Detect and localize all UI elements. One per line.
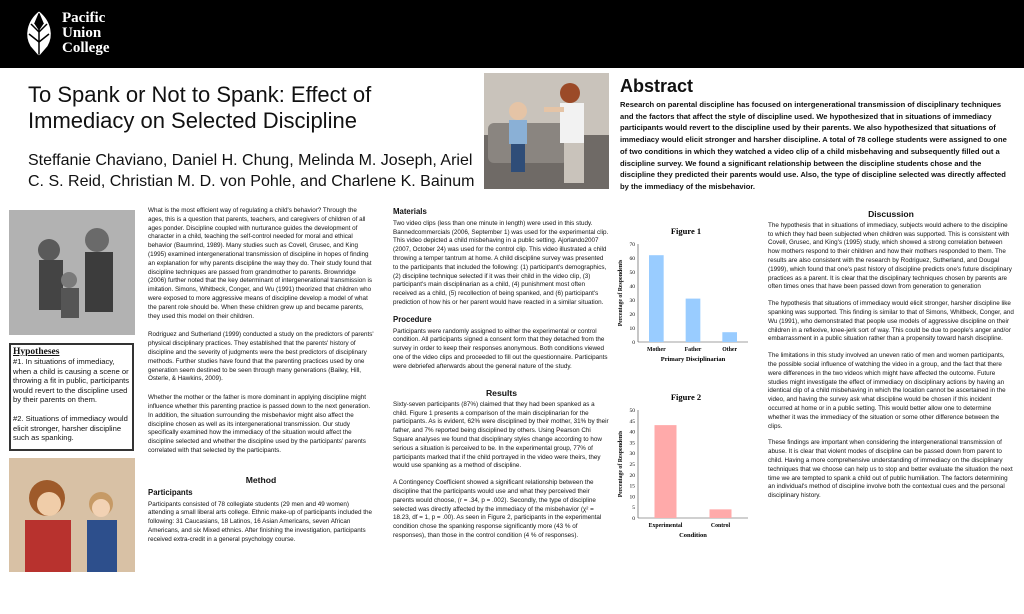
- y-tick-label: 0: [632, 340, 635, 346]
- y-tick-label: 30: [629, 298, 635, 304]
- abstract-heading: Abstract: [620, 76, 694, 96]
- materials-column: [393, 208, 610, 378]
- college-logo: [22, 8, 142, 62]
- introduction-column: [148, 207, 374, 462]
- y-tick-label: 30: [629, 451, 635, 458]
- materials-text: Two video clips (less than one minute in length) were used in this study. Bannedcommercials (2006, September 1) was used for the experimental clip. This video depicted a child misbehaving in a public setting. Ajorlando2007 (2007, October 24) was used for the control clip. This video illustrated a child throwing a temper tantrum at home. A child discipline survey was presented to the participants that included the following: (1) participant's demographics, (2) discipline technique selected if it was their child in the video clip, (3) participant's main disciplinarian as a child, (4) punishment most often received as a child, (5) recollection of being spanked, and (6) participant's prediction of how his or her parent would have reacted in a similar situation.: [393, 219, 609, 306]
- procedure-text: Participants were randomly assigned to either the experimental or control condition. All participants signed a consent form that they detached from the survey in order to keep their responses anonymous. Both conditions viewed one of the video clips and proceeded to fill out the questionnaire. Participants were debriefed afterwards about the general nature of the study.: [393, 327, 608, 370]
- poster-title: To Spank or Not to Spank: Effect of Immediacy on Selected Discipline: [28, 82, 372, 133]
- header-banner: [0, 0, 1024, 68]
- x-axis-label: Primary Disciplinarian: [660, 356, 726, 363]
- hypotheses-heading: Hypotheses: [13, 347, 60, 357]
- mother-scolding-photo: [484, 73, 609, 189]
- y-tick-label: 50: [629, 408, 635, 414]
- y-tick-label: 70: [629, 242, 635, 248]
- participants-heading: Participants: [148, 487, 193, 497]
- bar: [710, 509, 732, 518]
- chart-title: Figure 1: [670, 226, 702, 236]
- results-column: [393, 389, 610, 547]
- intro-paragraph: Whether the mother or the father is more dominant in applying discipline might influence whether this parenting practice is passed down to the next generation. In addition, the situation surrounding the misbehavior might also affect the discipline chosen as well as its intergenerational transmission. Our study specifically examined how the immediacy of the situation would affect the discipline selected and whether the discipline used by the participants' parents correlated with that selected by the participants.: [148, 394, 371, 454]
- abstract-body: Research on parental discipline has focused on intergenerational transmission of disciplinary techniques and the factors that affect the style of discipline used. We hypothesized that in situations of immediacy participants would revert to the discipline used by their parents. We also hypothesized that situations of immediacy would elicit stronger and harsher discipline. A total of 78 college students were assigned to one of two conditions in which they watched a video clip of a child misbehaving and subsequently filled out a discipline survey. We found a significant relationship between the discipline students chose and the discipline they predicted their parents would use. Also, the type of discipline selected was directly affected by the immediacy of the misbehavior.: [620, 100, 1007, 191]
- y-tick-label: 45: [629, 418, 635, 425]
- hypothesis-2: #2. Situations of immediacy would elicit stronger, harsher discipline such as spanking.: [13, 413, 128, 443]
- procedure-heading: Procedure: [393, 314, 432, 324]
- discussion-paragraph: The hypothesis that in situations of immediacy, subjects would adhere to the discipline to which they had been subjected when children was supported. This is consistent with Covell, Grusec, and King's (1995) study, which showed a strong correlation between how mothers respond to their children and how their mothers responded to them. The results are also consistent with the research by Rodriguez, Sutherland, and Dougal (1999), which found that one's past history of discipline predicts one's future disciplinary practices as a parent. It is clear that the disciplinary techniques chosen by parents are often times ones that have been passed down from generation to generation: [768, 221, 1012, 291]
- y-tick-label: 20: [629, 312, 635, 318]
- vintage-family-photo: [9, 210, 135, 335]
- y-tick-label: 10: [629, 326, 635, 332]
- bar: [722, 332, 737, 342]
- discussion-heading: Discussion: [868, 209, 914, 219]
- intro-paragraph: Rodriguez and Sutherland (1999) conducted a study on the predictors of parents' physical disciplinary practices. They established that the parents' history of discipline and the severity of judgments were the best predictors of disciplinary methods. Further studies have found that the parenting practices used by one generation seem destined to be seen through many generations (Bailey, Hill, Osterle, & Hawkins, 2009).: [148, 331, 374, 383]
- bar: [655, 425, 677, 518]
- participants-text: Participants consisted of 78 collegiate students (29 men and 49 women) attending a small liberal arts college. Ethnic make-up of participants included the following: 31 Caucasians, 18 Latinos, 16 Asian Americans, seven African Americans, and six Mixed ethnics. After finishing the investigation, participants received extra-credit in a general psychology course.: [148, 500, 373, 543]
- logo-line: Union: [62, 25, 102, 41]
- logo-line: College: [62, 40, 110, 56]
- y-axis-label: Percentage of Respondents: [618, 259, 624, 327]
- y-tick-label: 40: [629, 284, 635, 290]
- results-heading: Results: [485, 388, 518, 398]
- discussion-column: [768, 210, 1014, 507]
- method-heading: Method: [245, 475, 277, 485]
- y-tick-label: 35: [629, 440, 635, 447]
- y-tick-label: 5: [632, 505, 635, 512]
- method-column: [148, 476, 374, 551]
- logo-line: Pacific: [62, 10, 106, 26]
- figure-1-chart: [614, 212, 760, 370]
- chart-title: Figure 2: [670, 392, 702, 402]
- x-axis-label: Condition: [679, 532, 707, 539]
- discussion-paragraph: The limitations in this study involved an uneven ratio of men and women participants, the possible social influence of watching the video in a group, and the fact that there were differences in the two videos which might have affected the outcome. Future studies might investigate the effect of immediacy on disciplinary actions by having an identical clip of a child misbehaving in which the location cannot be ascertained in the video, and having the survey ask what discipline would be chosen if this incident occurred at home or in a public setting. This would better allow one to determine whether it was the immediacy of the situation or some other difference between the clips.: [768, 352, 1006, 430]
- y-tick-label: 15: [629, 483, 635, 490]
- intro-paragraph: What is the most efficient way of regulating a child's behavior? Through the ages, this is a question that parents, teachers, and caregivers of children of all ages ponder. Discipline coupled with nurturance guides the development of character in a child, teaching the self-control needed for moral and ethical behavior (Baumrind, 1989). Many studies such as Covell, Grusec, and King (1995) examined intergenerational transmission of discipline in hopes of finding an explanation for why parents discipline the way they do. Their study found that discipline techniques are passed from grandmother to parents. Brownridge (2006) further noted that the key determinant of intergenerational transmission is imitation. Simons, Whitbeck, Conger, and Wu (1991) theorized that children who were exposed to more aggressive means of discipline develop a model of what the parent role should be. When these children grew up and became parents, they used this model on their children.: [148, 207, 373, 320]
- y-tick-label: 0: [632, 516, 635, 522]
- mother-child-photo: [9, 458, 135, 572]
- x-tick-label: Father: [684, 347, 702, 353]
- y-tick-label: 20: [629, 472, 635, 479]
- results-paragraph: Sixty-seven participants (87%) claimed that they had been spanked as a child. Figure 1 presents a comparison of the main disciplinarian for the participants. As is evident, 62% were disciplined by their mother, 31% by their father, and 7% reported being disciplined by others. Using Pearson Chi Square analyses we found that disciplinary styles change according to how serious a situation is perceived to be. In the experimental group, 77% of participants marked that if the child portrayed in the video were theirs, they would use spanking as a method of discipline.: [393, 400, 609, 470]
- y-tick-label: 60: [629, 256, 635, 262]
- y-axis-label: Percentage of Respondents: [618, 430, 624, 498]
- bar: [649, 255, 664, 342]
- y-tick-label: 50: [629, 270, 635, 276]
- x-tick-label: Mother: [646, 347, 666, 353]
- discussion-paragraph: These findings are important when considering the intergenerational transmission of abuse. It is clear that violent modes of discipline can be passed down from parent to child. Having a more comprehensive understanding of immediacy on the disciplinary techniques that we choose can help us to stop and better evaluate the situation the next time we are tempted to spank a child out of public humiliation. The factors determining an individual's method of discipline involve both the contextual cues and the personal disciplinary history.: [768, 439, 1013, 500]
- logo-wordmark: [62, 11, 109, 56]
- x-tick-label: Control: [710, 523, 731, 529]
- bar: [686, 299, 701, 342]
- poster-authors: Steffanie Chaviano, Daniel H. Chung, Melinda M. Joseph, Ariel C. S. Reid, Christian M. D. von Pohle, and Charlene K. Bainum: [28, 152, 475, 190]
- y-tick-label: 25: [629, 462, 635, 468]
- results-paragraph: A Contingency Coefficient showed a significant relationship between the discipline that the participants would use and what they perceived their parents would choose, (r = .34, p = .002). Secondly, the type of discipline selected was directly affected by the immediacy of the misbehavior (χ² = 18.23, df = 1, p = .00). As seen in Figure 2, participants in the experimental condition chose the spanking response significantly more (43 % of responses), than those in the control condition (4 % of responses).: [393, 479, 602, 539]
- y-tick-label: 10: [629, 494, 635, 501]
- leaf-logo-icon: [22, 10, 56, 56]
- hypothesis-1: #1. In situations of immediacy, when a child is causing a scene or throwing a fit in public, participants would revert to the discipline used by their parents on them.: [13, 357, 130, 405]
- y-tick-label: 40: [629, 429, 635, 436]
- hypotheses-box: [9, 343, 134, 451]
- discussion-paragraph: The hypothesis that situations of immediacy would elicit stronger, harsher discipline like spanking was supported. This finding is similar to that of Simons, Whitbeck, Conger, and Wu (1991), who demonstrated that people use models of aggressive discipline on their children in a reflexive, knee-jerk sort of way. This could be due to people's anger and/or embarrassment in a public situation rather than a propensity toward harsh discipline.: [768, 300, 1014, 343]
- materials-heading: Materials: [393, 207, 427, 216]
- x-tick-label: Other: [722, 347, 738, 353]
- x-tick-label: Experimental: [648, 523, 683, 529]
- figure-2-chart: [614, 388, 760, 548]
